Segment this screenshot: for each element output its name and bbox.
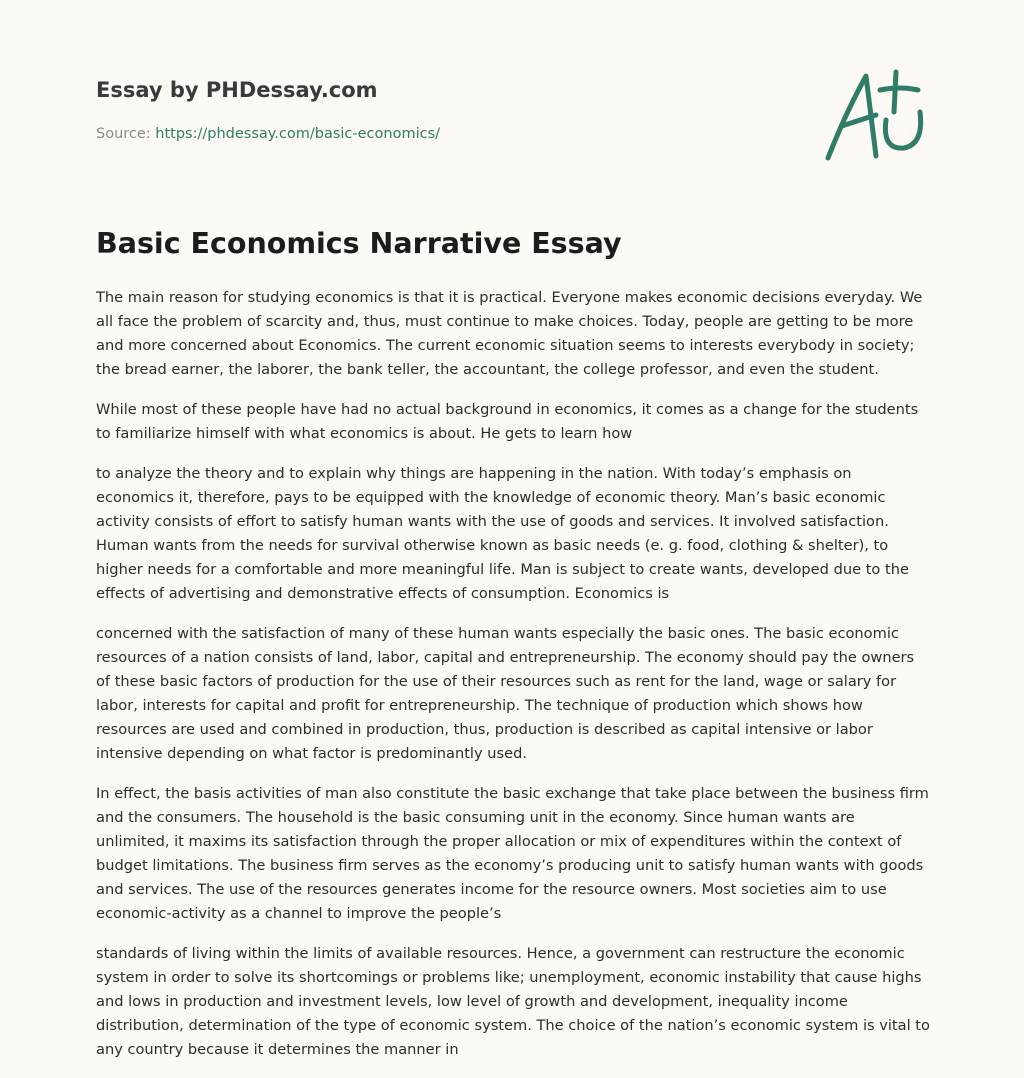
logo-plus-vertical <box>894 72 896 112</box>
a-plus-logo <box>820 68 930 164</box>
essay-body <box>96 286 930 1078</box>
essay-title: Basic Economics Narrative Essay <box>96 227 622 260</box>
essay-paragraph: While most of these people have had no actual background in economics, it comes as a change for the students to familiarize himself with what economics is about. He gets to learn how <box>96 401 919 442</box>
essay-paragraph: to analyze the theory and to explain why things are happening in the nation. With today’s emphasis on economics it, therefore, pays to be equipped with the knowledge of economic theory. Man’s basic economic activity consists of effort to satisfy human wants with the use of goods and services. It involved satisfaction. Human wants from the needs for survival otherwise known as basic needs (e. g. food, clothing & shelter), to higher needs for a comfortable and more meaningful life. Man is subject to create wants, developed due to the effects of advertising and demonstrative effects of consumption. Economics is <box>96 465 909 602</box>
essay-paragraph: In effect, the basis activities of man also constitute the basic exchange that take place between the business firm and the consumers. The household is the basic consuming unit in the economy. Since human wants are unlimited, it maxims its satisfaction through the proper allocation or mix of expenditures within the context of budget limitations. The business firm serves as the economy’s producing unit to satisfy human wants with goods and services. The use of the resources generates income for the resource owners. Most societies aim to use economic-activity as a channel to improve the people’s <box>96 785 929 922</box>
essay-paragraph: concerned with the satisfaction of many of these human wants especially the basic ones. The basic economic resources of a nation consists of land, labor, capital and entrepreneurship. The economy should pay the owners of these basic factors of production for the use of their resources such as rent for the land, wage or salary for labor, interests for capital and profit for entrepreneurship. The technique of production which shows how resources are used and combined in production, thus, production is described as capital intensive or labor intensive depending on what factor is predominantly used. <box>96 625 915 762</box>
source-label: Source: <box>96 126 156 142</box>
source-line <box>96 125 440 143</box>
essay-paragraph: standards of living within the limits of available resources. Hence, a government can restructure the economic system in order to solve its shortcomings or problems like; unemployment, economic instability that cause highs and lows in production and investment levels, low level of growth and development, inequality income distribution, determination of the type of economic system. The choice of the nation’s economic system is vital to any country because it determines the manner in <box>96 945 930 1058</box>
logo-swoosh <box>885 112 920 148</box>
page-header <box>96 76 936 142</box>
site-title: Essay by PHDessay.com <box>96 78 378 102</box>
essay-paragraph: The main reason for studying economics is that it is practical. Everyone makes economic decisions everyday. We all face the problem of scarcity and, thus, must continue to make choices. Today, people are getting to be more and more concerned about Economics. The current economic situation seems to interests everybody in society; the bread earner, the laborer, the bank teller, the accountant, the college professor, and even the student. <box>96 289 923 378</box>
source-link[interactable]: https://phdessay.com/basic-economics/ <box>155 126 441 142</box>
logo-plus-horizontal <box>880 88 918 90</box>
